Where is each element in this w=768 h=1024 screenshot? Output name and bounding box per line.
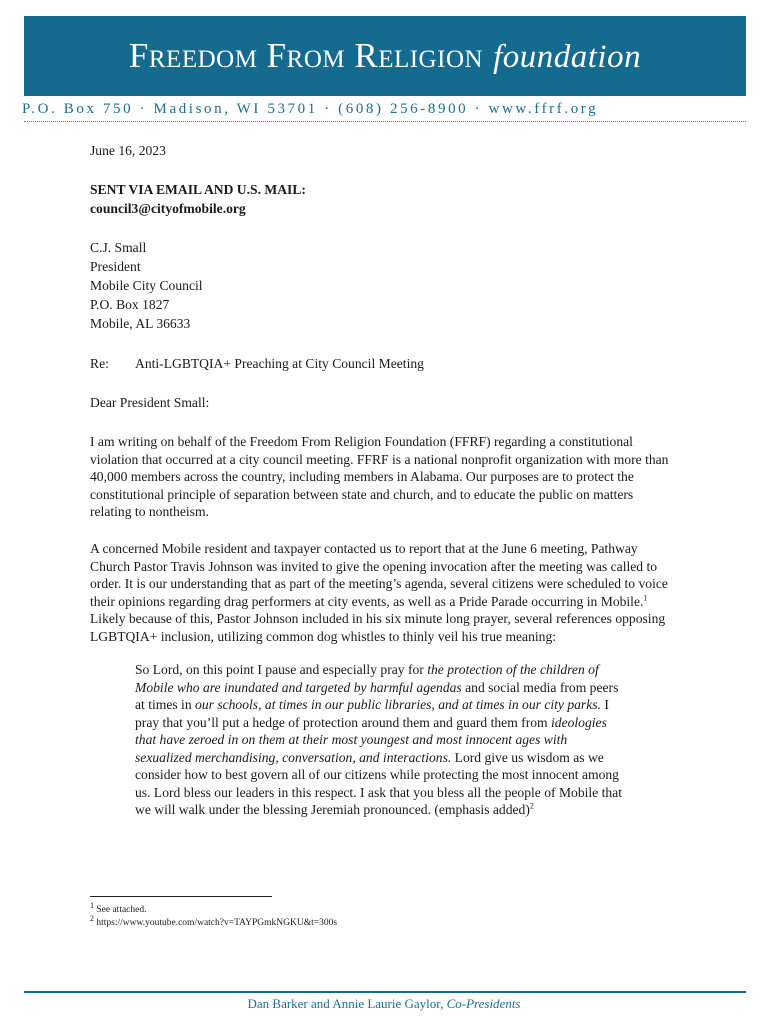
paragraph-line: I am writing on behalf of the Freedom From Religion Foundation (FFRF) regarding a constitutional: [90, 434, 633, 449]
quote-text: I: [600, 697, 609, 712]
quote-line: [135, 731, 622, 749]
paragraph-line: Likely because of this, Pastor Johnson included in his six minute long prayer, several references opposing: [90, 611, 666, 626]
re-label: Re:: [90, 356, 109, 371]
quote-text: we will walk under the blessing Jeremiah pronounced. (emphasis added): [135, 802, 530, 817]
letterhead-address: P.O. Box 750 · Madison, WI 53701 · (608) 256-8900 · www.ffrf.org: [22, 101, 599, 117]
footnote-number: 2: [90, 913, 94, 923]
quote-line: [135, 714, 622, 732]
footnote-divider: [90, 896, 272, 897]
paragraph-line: relating to nontheism.: [90, 504, 209, 519]
quote-emphasis: ideologies: [551, 714, 607, 730]
footnote-text: See attached.: [96, 905, 147, 915]
org-name: Freedom From Religion: [128, 36, 484, 75]
quote-text: at times in: [135, 697, 196, 712]
quote-text: pray that you’ll put a hedge of protection around them and guard them from: [135, 714, 551, 730]
quote-line: [135, 679, 622, 697]
footer-divider: [24, 991, 746, 993]
quote-emphasis: the protection of the children of: [427, 662, 599, 677]
paragraph-line-text: their opinions regarding drag performers at city events, as well as a Pride Parade occurring in Mobile.: [90, 593, 644, 609]
paragraph-line: violation that occurred at a city council meeting. FFRF is a national nonprofit organization with more than: [90, 451, 669, 467]
paragraph-line: order. It is our understanding that as part of the meeting’s agenda, several citizens were scheduled to voice: [90, 576, 668, 591]
quote-text: So Lord, on this point I pause and especially pray for: [135, 662, 428, 677]
body-paragraph-2: [90, 540, 680, 645]
paragraph-line: 40,000 members across the country, including members in Alabama. Our purposes are to protect the: [90, 469, 634, 484]
footnote-ref-2: 2: [529, 801, 534, 811]
quote-emphasis: that have zeroed in on them at their most youngest and most innocent ages with: [135, 732, 568, 747]
address-divider: [24, 121, 746, 122]
paragraph-line: constitutional principle of separation between state and church, and to educate the public on matters: [90, 486, 634, 502]
footnote-ref-1: 1: [643, 592, 648, 602]
footnote-number: 1: [90, 900, 94, 910]
quote-emphasis: sexualized merchandising, conversation, and interactions.: [135, 749, 452, 765]
organization-logo: [129, 36, 641, 76]
letter-date: June 16, 2023: [90, 143, 166, 158]
quote-emphasis: our schools, at times in our public libraries, and at times in our city parks.: [195, 697, 601, 712]
org-suffix: foundation: [493, 39, 642, 75]
recipient-title: President: [90, 259, 141, 274]
paragraph-line: [90, 593, 680, 611]
re-line: [90, 355, 424, 373]
recipient-city: Mobile, AL 36633: [90, 316, 191, 331]
sent-via-line: SENT VIA EMAIL AND U.S. MAIL:: [90, 182, 306, 197]
quote-line: [135, 801, 622, 819]
body-paragraph-1: [90, 433, 680, 521]
quote-line: consider how to best govern all of our citizens while protecting the most innocent among: [135, 767, 619, 782]
footer-presidents: [0, 996, 768, 1012]
quote-line: us. Lord bless our leaders in this respect. I ask that you bless all the people of Mobile that: [135, 784, 622, 800]
quote-line: [135, 749, 622, 767]
quote-text: Lord give us wisdom as we: [451, 749, 604, 765]
quote-text: and social media from peers: [461, 679, 619, 695]
footer-names: Dan Barker and Annie Laurie Gaylor,: [247, 996, 447, 1011]
quote-line: [135, 696, 622, 714]
paragraph-line: LGBTQIA+ inclusion, utilizing common dog whistles to thinly veil his true meaning:: [90, 628, 557, 644]
re-subject: Anti-LGBTQIA+ Preaching at City Council Meeting: [135, 356, 424, 371]
footer-role: Co-Presidents: [446, 996, 521, 1011]
letterhead-banner: [24, 16, 746, 96]
recipient-email: council3@cityofmobile.org: [90, 201, 246, 216]
quote-emphasis: Mobile who are inundated and targeted by harmful agendas: [135, 679, 462, 695]
paragraph-line: A concerned Mobile resident and taxpayer contacted us to report that at the June 6 meeting, Pathway: [90, 541, 638, 556]
recipient-po-box: P.O. Box 1827: [90, 297, 170, 312]
quote-line: [135, 661, 622, 679]
recipient-org: Mobile City Council: [90, 278, 203, 293]
salutation: Dear President Small:: [90, 395, 210, 410]
prayer-blockquote: [135, 661, 622, 819]
footnote-1: [90, 900, 147, 916]
recipient-name: C.J. Small: [90, 240, 147, 255]
paragraph-line: Church Pastor Travis Johnson was invited to give the opening invocation after the meeting was called to: [90, 558, 658, 574]
footnote-link[interactable]: https://www.youtube.com/watch?v=TAYPGmkNGKU&t=300s: [96, 918, 338, 928]
footnote-2[interactable]: [90, 913, 338, 929]
